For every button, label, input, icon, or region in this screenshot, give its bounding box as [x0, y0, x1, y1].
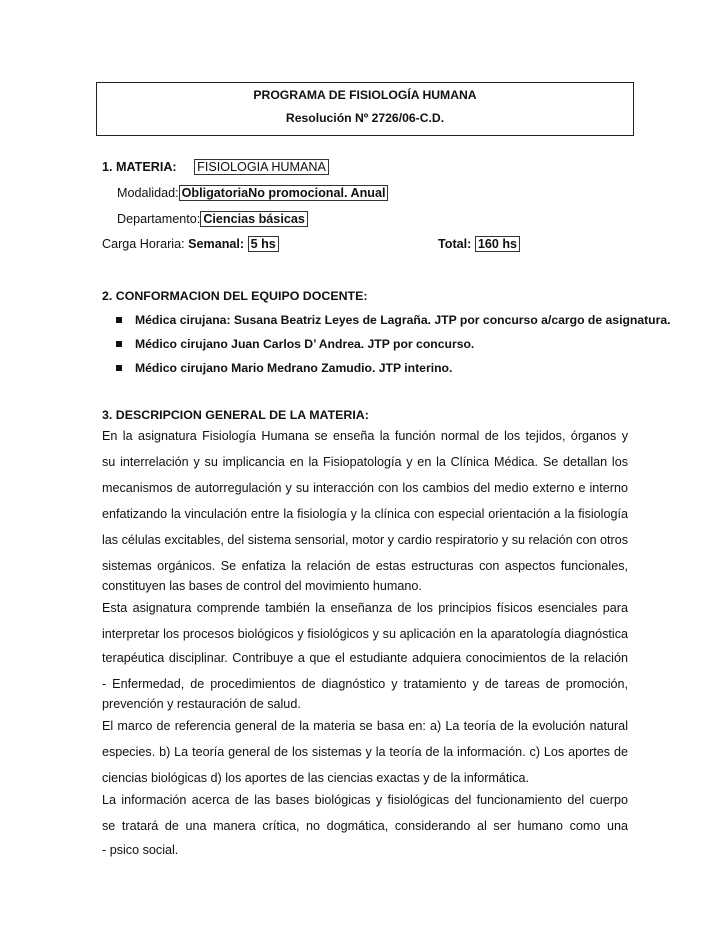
modalidad-row — [117, 186, 388, 200]
materia-row — [102, 160, 329, 174]
staff-member-2: Médico cirujano Juan Carlos D’ Andrea. JTP por concurso. — [135, 337, 475, 351]
total-label: Total: — [438, 237, 472, 251]
staff-item — [102, 313, 671, 327]
text-line: En la asignatura Fisiología Humana se enseña la función normal de los tejidos, órganos y — [102, 429, 628, 443]
text-line: interpretar los procesos biológicos y fisiológicos y su aplicación en la aparatología diagnóstica — [102, 627, 628, 641]
departamento-label: Departamento: — [117, 212, 201, 226]
resolution-number: Resolución Nº 2726/06-C.D. — [285, 111, 445, 125]
text-line: mecanismos de autorregulación y su interacción con los cambios del medio externo e interno — [102, 481, 628, 495]
departamento-row — [117, 212, 308, 226]
staff-item — [102, 361, 452, 375]
text-line: constituyen las bases de control del movimiento humano. — [102, 579, 422, 593]
text-line: las células excitables, del sistema sensorial, motor y cardio respiratorio y su relación con otros — [102, 533, 628, 547]
semanal-label: Semanal: — [188, 237, 245, 251]
section3-heading: 3. DESCRIPCION GENERAL DE LA MATERIA: — [102, 408, 369, 422]
text-line: - Enfermedad, de procedimientos de diagnóstico y tratamiento y de tareas de promoción, — [102, 677, 628, 691]
staff-item — [102, 337, 474, 351]
text-line: sistemas orgánicos. Se enfatiza la relación de estas estructuras con aspectos funcionales, — [102, 559, 628, 573]
modalidad-value: ObligatoriaNo promocional. Anual — [179, 185, 389, 201]
text-line: especies. b) La teoría general de los sistemas y la teoría de la información. c) Los aportes de — [102, 745, 628, 759]
bullet-square-icon — [116, 365, 122, 371]
text-line: El marco de referencia general de la materia se basa en: a) La teoría de la evolución natural — [102, 719, 628, 733]
carga-horaria-row — [102, 237, 279, 251]
program-title: PROGRAMA DE FISIOLOGÍA HUMANA — [253, 88, 477, 102]
text-line: La información acerca de las bases biológicas y fisiológicas del funcionamiento del cuerpo — [102, 793, 628, 807]
staff-member-1: Médica cirujana: Susana Beatriz Leyes de Lagraña. JTP por concurso a/cargo de asignatura. — [135, 313, 671, 327]
carga-label: Carga Horaria: — [102, 237, 189, 251]
text-line: su interrelación y su implicancia en la Fisiopatología y en la Clínica Médica. Se detallan los — [102, 455, 628, 469]
text-line: Esta asignatura comprende también la enseñanza de los principios físicos esenciales para — [102, 601, 628, 615]
modalidad-label: Modalidad: — [117, 186, 179, 200]
text-line: ciencias biológicas d) los aportes de las ciencias exactas y de la informática. — [102, 771, 530, 785]
section2-heading: 2. CONFORMACION DEL EQUIPO DOCENTE: — [102, 289, 368, 303]
bullet-square-icon — [116, 341, 122, 347]
text-line: - psico social. — [102, 843, 179, 857]
departamento-value: Ciencias básicas — [200, 211, 308, 227]
text-line: se tratará de una manera crítica, no dogmática, considerando al ser humano como una — [102, 819, 628, 833]
total-row — [438, 237, 520, 251]
staff-member-3: Médico cirujano Mario Medrano Zamudio. JTP interino. — [135, 361, 453, 375]
bullet-square-icon — [116, 317, 122, 323]
semanal-value: 5 hs — [248, 236, 279, 252]
total-value: 160 hs — [475, 236, 520, 252]
text-line: prevención y restauración de salud. — [102, 697, 301, 711]
title-box — [96, 82, 634, 136]
text-line: terapéutica disciplinar. Contribuye a que el estudiante adquiera conocimientos de la relación — [102, 651, 628, 665]
subject-name: FISIOLOGIA HUMANA — [194, 159, 329, 175]
text-line: enfatizando la vinculación entre la fisiología y la clínica con especial orientación a la fisiología — [102, 507, 628, 521]
section1-heading: 1. MATERIA: — [102, 160, 177, 174]
